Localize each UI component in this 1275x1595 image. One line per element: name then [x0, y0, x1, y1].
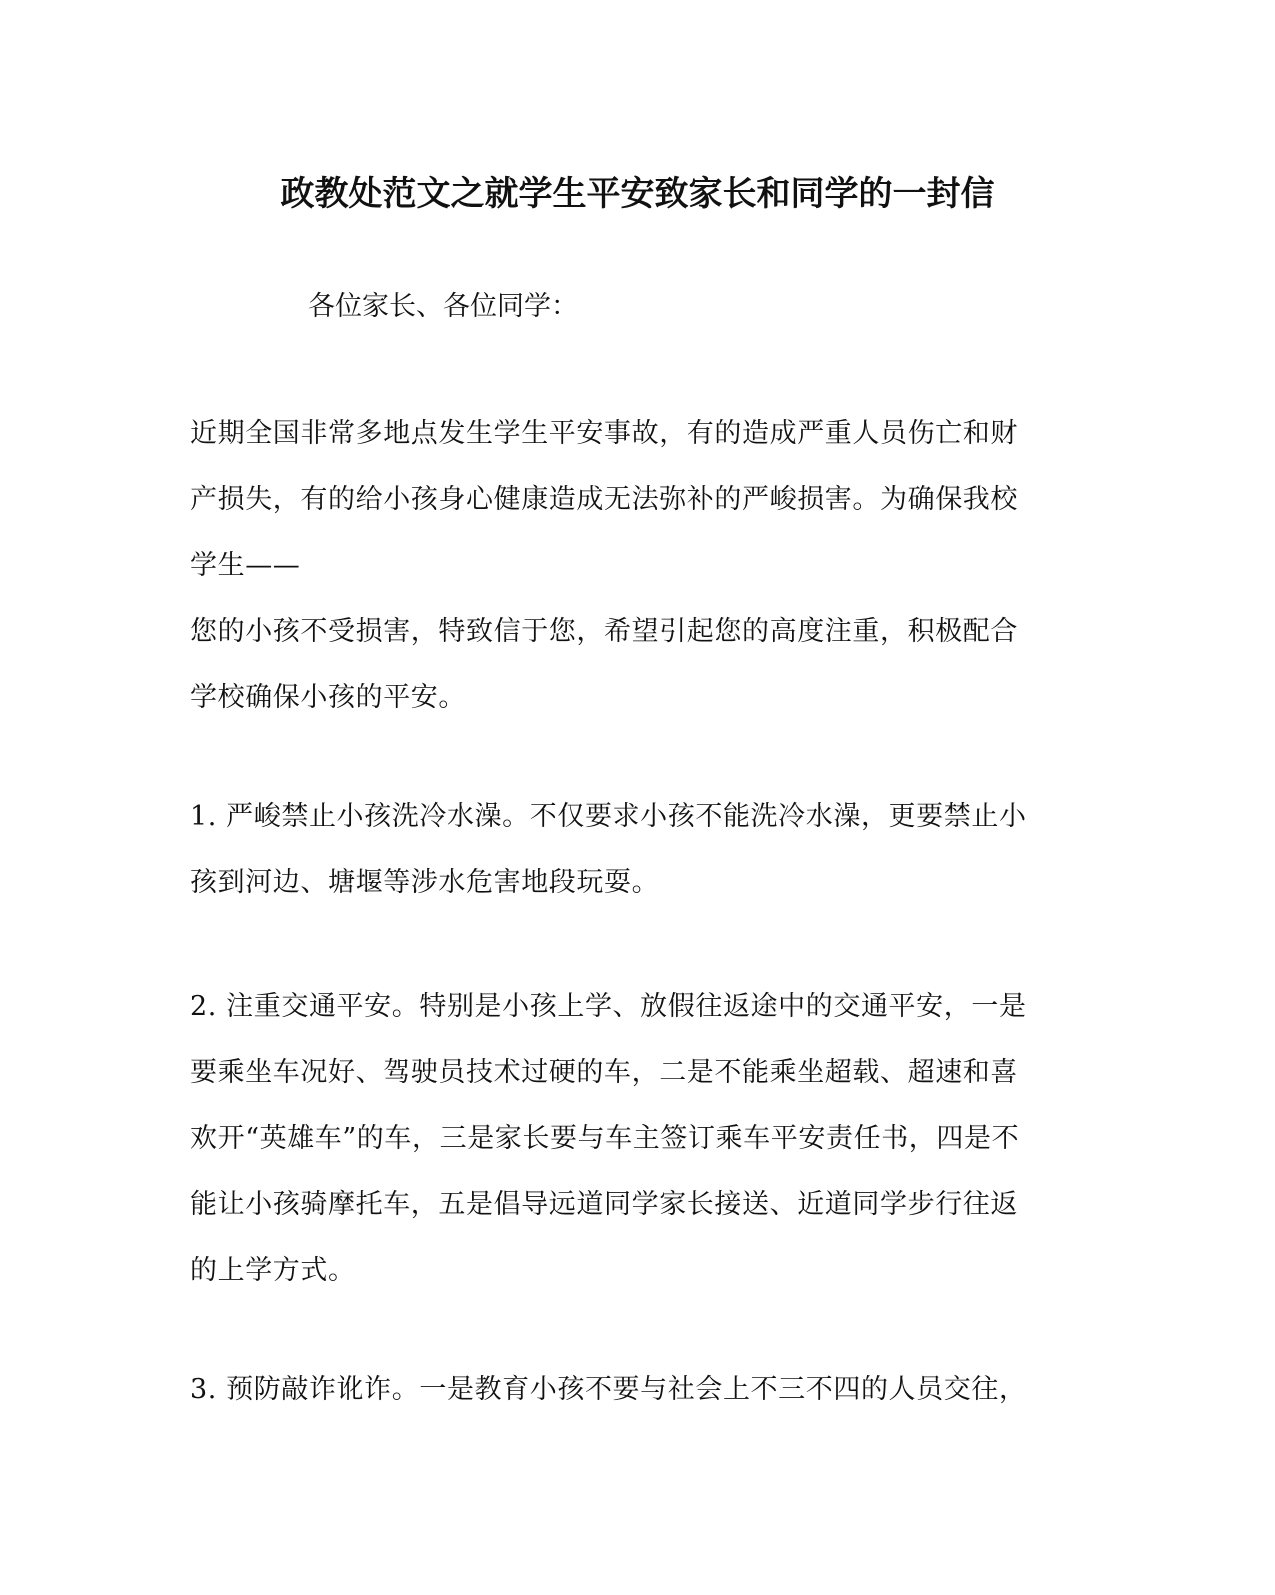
text-line: 产损失，有的给小孩身心健康造成无法弥补的严峻损害。为确保我校 — [190, 484, 1018, 515]
paragraph-intro — [190, 412, 1070, 742]
text-line: 能让小孩骑摩托车，五是倡导远道同学家长接送、近道同学步行往返 — [190, 1189, 1018, 1220]
text-line: 1. 严峻禁止小孩洗冷水澡。不仅要求小孩不能洗冷水澡，更要禁止小 — [190, 801, 1027, 832]
paragraph-item-2 — [190, 985, 1070, 1315]
text-line: 要乘坐车况好、驾驶员技术过硬的车，二是不能乘坐超载、超速和喜 — [190, 1057, 1018, 1088]
paragraph-item-1 — [190, 795, 1070, 927]
document-title: 政教处范文之就学生平安致家长和同学的一封信 — [280, 174, 995, 214]
paragraph-item-3 — [190, 1368, 1070, 1434]
text-line: 孩到河边、塘堰等涉水危害地段玩耍。 — [190, 867, 660, 898]
text-line: 您的小孩不受损害，特致信于您，希望引起您的高度注重，积极配合 — [190, 616, 1018, 647]
text-line: 近期全国非常多地点发生学生平安事故，有的造成严重人员伤亡和财 — [190, 418, 1018, 449]
text-line: 学生—— — [190, 550, 301, 581]
greeting-line: 各位家长、各位同学： — [308, 291, 578, 322]
text-line: 3. 预防敲诈讹诈。一是教育小孩不要与社会上不三不四的人员交往， — [190, 1374, 1027, 1405]
text-line: 欢开“英雄车”的车，三是家长要与车主签订乘车平安责任书，四是不 — [190, 1123, 1020, 1154]
text-line: 2. 注重交通平安。特别是小孩上学、放假往返途中的交通平安，一是 — [190, 991, 1027, 1022]
text-line: 学校确保小孩的平安。 — [190, 682, 466, 713]
text-line: 的上学方式。 — [190, 1255, 356, 1286]
